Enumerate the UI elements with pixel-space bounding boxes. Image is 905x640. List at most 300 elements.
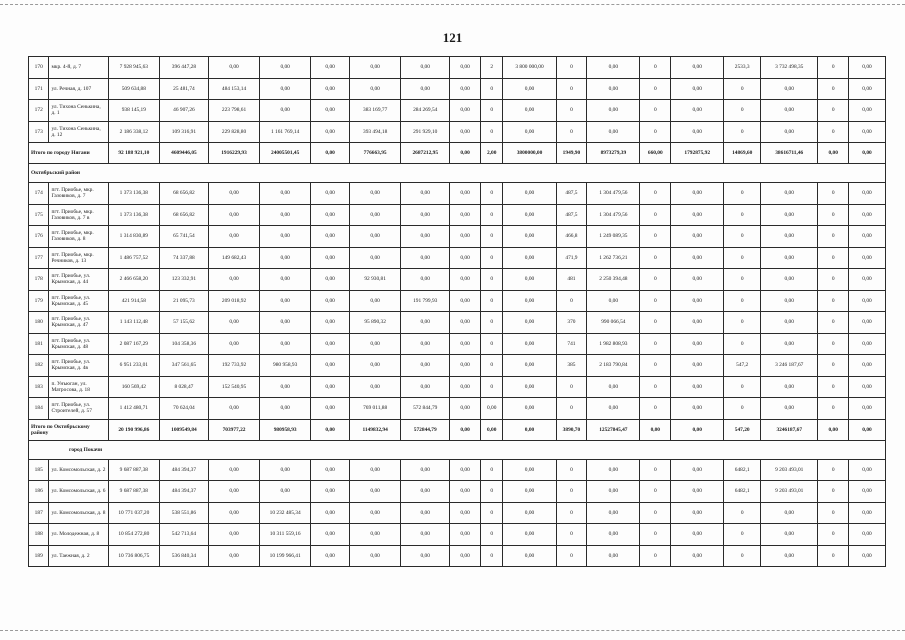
- row-value: 3 246 187,67: [761, 355, 818, 377]
- row-value: 25 481,74: [159, 78, 208, 100]
- row-value: 0,00: [503, 312, 556, 334]
- row-number: 171: [29, 78, 49, 100]
- subtotal-value: 0,00: [311, 419, 350, 440]
- row-address: пгт. Приобье, ул. Крымская, д. 48: [49, 333, 108, 355]
- row-value: 0,00: [671, 312, 724, 334]
- row-value: 0,00: [671, 376, 724, 398]
- row-value: 0: [480, 78, 502, 100]
- row-value: 0,00: [260, 290, 311, 312]
- row-value: 0,00: [587, 290, 640, 312]
- row-value: 0,00: [401, 355, 450, 377]
- row-number: 172: [29, 100, 49, 122]
- row-value: 487,5: [556, 204, 587, 226]
- row-value: 0: [818, 459, 849, 481]
- row-number: 183: [29, 376, 49, 398]
- row-value: 0,00: [671, 398, 724, 420]
- row-value: 0: [480, 100, 502, 122]
- subtotal-value: 38616711,46: [761, 143, 818, 164]
- row-value: 68 656,82: [159, 204, 208, 226]
- row-value: 0,00: [849, 269, 886, 291]
- row-value: 0,00: [450, 226, 481, 248]
- row-value: 1 412 480,71: [108, 398, 159, 420]
- row-value: 0,00: [311, 398, 350, 420]
- row-value: 0,00: [671, 333, 724, 355]
- row-value: 0,00: [208, 459, 259, 481]
- row-value: 0,00: [208, 481, 259, 503]
- row-value: 2 466 658,20: [108, 269, 159, 291]
- row-value: 0: [480, 481, 502, 503]
- row-value: 0: [556, 78, 587, 100]
- row-value: 0,00: [350, 481, 401, 503]
- row-value: 0: [724, 100, 761, 122]
- page-number: 121: [442, 30, 463, 45]
- row-value: 0,00: [208, 545, 259, 567]
- row-number: 181: [29, 333, 49, 355]
- row-value: 0,00: [350, 204, 401, 226]
- row-value: 0: [724, 226, 761, 248]
- subtotal-value: 980958,93: [260, 419, 311, 440]
- row-value: 0: [640, 290, 671, 312]
- row-value: 0,00: [503, 355, 556, 377]
- row-value: 0,00: [503, 247, 556, 269]
- subtotal-value: 0,00: [818, 143, 849, 164]
- row-value: 0,00: [260, 100, 311, 122]
- row-value: 0,00: [311, 502, 350, 524]
- subtotal-value: 547,20: [724, 419, 761, 440]
- subtotal-value: 660,00: [640, 143, 671, 164]
- row-value: 0: [640, 57, 671, 79]
- row-value: 0,00: [450, 376, 481, 398]
- row-value: 0,00: [761, 545, 818, 567]
- row-value: 0: [480, 333, 502, 355]
- row-address: пгт. Приобье, мкр. Газовиков, д. 7: [49, 183, 108, 205]
- row-value: 0: [640, 481, 671, 503]
- row-value: 1 982 808,93: [587, 333, 640, 355]
- row-value: 0,00: [587, 398, 640, 420]
- row-value: 0,00: [503, 376, 556, 398]
- row-value: 484 394,37: [159, 459, 208, 481]
- row-address: пгт. Приобье, ул. Строителей, д. 57: [49, 398, 108, 420]
- row-number: 177: [29, 247, 49, 269]
- row-number: 185: [29, 459, 49, 481]
- row-value: 0: [818, 100, 849, 122]
- row-value: 0,00: [671, 269, 724, 291]
- row-value: 0,00: [503, 269, 556, 291]
- row-value: 2 186 338,12: [108, 121, 159, 143]
- row-value: 0: [724, 333, 761, 355]
- row-value: 0,00: [671, 290, 724, 312]
- row-value: 6 951 233,01: [108, 355, 159, 377]
- row-value: 0: [480, 459, 502, 481]
- row-value: 0,00: [587, 524, 640, 546]
- row-value: 21 095,73: [159, 290, 208, 312]
- row-value: 149 682,43: [208, 247, 259, 269]
- row-value: 65 741,54: [159, 226, 208, 248]
- row-value: 0,00: [503, 183, 556, 205]
- row-value: 2: [480, 57, 502, 79]
- row-value: 0,00: [260, 398, 311, 420]
- row-value: 0,00: [260, 481, 311, 503]
- row-value: 0,00: [450, 78, 481, 100]
- row-value: 1 373 136,38: [108, 204, 159, 226]
- row-value: 0,00: [260, 204, 311, 226]
- row-value: 0,00: [503, 524, 556, 546]
- row-value: 0,00: [401, 78, 450, 100]
- row-value: 0: [640, 459, 671, 481]
- row-value: 2 250 394,48: [587, 269, 640, 291]
- table-row: [29, 333, 886, 355]
- row-value: 0: [724, 545, 761, 567]
- row-value: 0,00: [761, 290, 818, 312]
- row-value: 0,00: [450, 183, 481, 205]
- row-value: 0,00: [401, 204, 450, 226]
- row-value: 10 771 037,20: [108, 502, 159, 524]
- row-value: 0,00: [350, 524, 401, 546]
- table-row: [29, 376, 886, 398]
- subtotal-value: 572844,79: [401, 419, 450, 440]
- row-value: 0,00: [849, 312, 886, 334]
- row-value: 0,00: [503, 121, 556, 143]
- row-value: 1 314 830,89: [108, 226, 159, 248]
- subtotal-value: 14869,60: [724, 143, 761, 164]
- row-value: 10 854 272,80: [108, 524, 159, 546]
- row-value: 0,00: [671, 204, 724, 226]
- row-value: 0: [556, 376, 587, 398]
- row-value: 0,00: [350, 502, 401, 524]
- row-value: 160 569,42: [108, 376, 159, 398]
- row-address: ул. Комсомольская, д. 6: [49, 481, 108, 503]
- row-value: 0,00: [450, 524, 481, 546]
- row-value: 484 394,37: [159, 481, 208, 503]
- row-value: 0,00: [849, 376, 886, 398]
- row-value: 3 732 498,35: [761, 57, 818, 79]
- subtotal-value: 703977,22: [208, 419, 259, 440]
- row-address: пгт. Приобье, мкр. Газовиков, д. 8: [49, 226, 108, 248]
- row-value: 0,00: [311, 333, 350, 355]
- table-row: [29, 459, 886, 481]
- row-value: 95 890,32: [350, 312, 401, 334]
- row-value: 0,00: [761, 78, 818, 100]
- row-value: 0,00: [311, 226, 350, 248]
- section-heading: Октябрьский район: [29, 164, 886, 183]
- row-value: 0,00: [350, 57, 401, 79]
- row-number: 173: [29, 121, 49, 143]
- row-value: 0,00: [849, 502, 886, 524]
- row-value: 0: [556, 121, 587, 143]
- subtotal-label: Итого по городу Нягани: [29, 143, 109, 164]
- row-value: 0,00: [849, 355, 886, 377]
- bottom-dashed-border: [0, 630, 905, 631]
- row-value: 0,00: [503, 226, 556, 248]
- row-number: 182: [29, 355, 49, 377]
- subtotal-value: 3246187,67: [761, 419, 818, 440]
- row-value: 0,00: [849, 290, 886, 312]
- row-value: 0,00: [450, 247, 481, 269]
- row-value: 0,00: [208, 57, 259, 79]
- row-value: 0,00: [208, 312, 259, 334]
- row-value: 0,00: [761, 204, 818, 226]
- row-value: 0,00: [401, 481, 450, 503]
- row-value: 0,00: [480, 398, 502, 420]
- row-value: 7 928 945,63: [108, 57, 159, 79]
- row-number: 189: [29, 545, 49, 567]
- row-value: 0: [724, 376, 761, 398]
- section-heading-row: [29, 164, 886, 183]
- row-value: 1 373 136,38: [108, 183, 159, 205]
- subtotal-value: 20 190 996,86: [108, 419, 159, 440]
- subtotal-value: 0,00: [503, 419, 556, 440]
- row-value: 0,00: [450, 312, 481, 334]
- row-address: пгт. Приобье, ул. Крымская, д. 4в: [49, 355, 108, 377]
- row-value: 0: [480, 355, 502, 377]
- row-value: 0,00: [761, 333, 818, 355]
- row-value: 0: [640, 524, 671, 546]
- row-value: 0: [480, 226, 502, 248]
- row-number: 186: [29, 481, 49, 503]
- row-value: 0: [724, 269, 761, 291]
- row-value: 0: [818, 502, 849, 524]
- subtotal-value: 2,00: [480, 143, 502, 164]
- row-value: 9 203 493,01: [761, 481, 818, 503]
- row-value: 990 066,54: [587, 312, 640, 334]
- row-value: 291 929,10: [401, 121, 450, 143]
- row-value: 123 332,91: [159, 269, 208, 291]
- row-value: 0,00: [450, 502, 481, 524]
- row-value: 0,00: [208, 524, 259, 546]
- row-value: 0,00: [450, 269, 481, 291]
- row-value: 0: [818, 57, 849, 79]
- row-value: 0,00: [311, 57, 350, 79]
- row-value: 9 687 887,38: [108, 459, 159, 481]
- row-value: 471,9: [556, 247, 587, 269]
- subtotal-value: 12527845,47: [587, 419, 640, 440]
- row-address: ул. Комсомольская, д. 2: [49, 459, 108, 481]
- row-value: 0: [640, 398, 671, 420]
- row-value: 0: [480, 524, 502, 546]
- row-value: 0: [556, 459, 587, 481]
- row-value: 0: [556, 481, 587, 503]
- row-value: 0,00: [671, 247, 724, 269]
- row-value: 0,00: [260, 459, 311, 481]
- row-address: ул. Таежная, д. 2: [49, 545, 108, 567]
- row-address: п. Унъюган, ул. Матросова, д. 18: [49, 376, 108, 398]
- table-row: [29, 524, 886, 546]
- row-value: 0: [480, 545, 502, 567]
- row-value: 0,00: [761, 121, 818, 143]
- row-value: 487,5: [556, 183, 587, 205]
- row-value: 0: [640, 545, 671, 567]
- subtotal-value: 0,00: [849, 143, 886, 164]
- row-value: 0,00: [503, 398, 556, 420]
- row-value: 0,00: [311, 524, 350, 546]
- row-value: 0: [724, 312, 761, 334]
- row-value: 0: [818, 183, 849, 205]
- row-value: 0: [640, 78, 671, 100]
- row-value: 396 447,28: [159, 57, 208, 79]
- row-value: 0: [818, 524, 849, 546]
- row-value: 0,00: [401, 524, 450, 546]
- row-value: 0: [480, 247, 502, 269]
- subtotal-row: [29, 419, 886, 440]
- row-value: 0,00: [260, 269, 311, 291]
- row-value: 0,00: [450, 121, 481, 143]
- row-value: 0,00: [450, 355, 481, 377]
- row-value: 0,00: [311, 545, 350, 567]
- section-heading-row: [29, 440, 886, 459]
- subtotal-value: 1009549,84: [159, 419, 208, 440]
- row-value: 223 798,61: [208, 100, 259, 122]
- table-row: [29, 226, 886, 248]
- row-value: 0,00: [260, 376, 311, 398]
- row-value: 0: [640, 121, 671, 143]
- row-value: 0,00: [450, 204, 481, 226]
- row-value: 0,00: [350, 290, 401, 312]
- row-value: 0,00: [849, 524, 886, 546]
- row-value: 0,00: [503, 290, 556, 312]
- subtotal-value: 0,00: [640, 419, 671, 440]
- row-value: 3 800 000,00: [503, 57, 556, 79]
- row-value: 0: [818, 312, 849, 334]
- row-value: 0,00: [503, 502, 556, 524]
- row-value: 0: [724, 78, 761, 100]
- row-value: 92 930,81: [350, 269, 401, 291]
- row-value: 0,00: [401, 459, 450, 481]
- row-value: 0,00: [350, 226, 401, 248]
- row-value: 0: [724, 290, 761, 312]
- row-value: 57 155,62: [159, 312, 208, 334]
- subtotal-value: 0,00: [450, 419, 481, 440]
- row-value: 0: [640, 502, 671, 524]
- row-value: 0,00: [401, 376, 450, 398]
- row-value: 0,00: [849, 100, 886, 122]
- row-value: 938 145,19: [108, 100, 159, 122]
- row-value: 0,00: [849, 226, 886, 248]
- row-value: 0,00: [587, 545, 640, 567]
- row-value: 0,00: [208, 333, 259, 355]
- row-value: 0,00: [761, 398, 818, 420]
- row-value: 8 028,47: [159, 376, 208, 398]
- row-value: 0: [818, 290, 849, 312]
- row-value: 0,00: [350, 78, 401, 100]
- row-value: 46 907,26: [159, 100, 208, 122]
- row-value: 0,00: [671, 355, 724, 377]
- row-value: 0,00: [260, 226, 311, 248]
- row-value: 0,00: [260, 247, 311, 269]
- row-value: 0,00: [350, 376, 401, 398]
- table-row: [29, 481, 886, 503]
- row-value: 2 087 167,29: [108, 333, 159, 355]
- row-value: 370: [556, 312, 587, 334]
- subtotal-value: 8973279,39: [587, 143, 640, 164]
- row-value: 0,00: [350, 247, 401, 269]
- row-value: 0,00: [311, 312, 350, 334]
- row-value: 0,00: [671, 502, 724, 524]
- row-value: 0,00: [208, 183, 259, 205]
- row-value: 0,00: [671, 459, 724, 481]
- row-value: 229 828,80: [208, 121, 259, 143]
- row-value: 0,00: [761, 100, 818, 122]
- table-row: [29, 545, 886, 567]
- row-address: пгт. Приобье, ул. Крымская, д. 44: [49, 269, 108, 291]
- row-value: 509 634,88: [108, 78, 159, 100]
- table-row: [29, 204, 886, 226]
- row-number: 187: [29, 502, 49, 524]
- row-value: 0,00: [503, 204, 556, 226]
- table-row: [29, 100, 886, 122]
- row-value: 769 011,88: [350, 398, 401, 420]
- row-value: 741: [556, 333, 587, 355]
- row-value: 0: [640, 183, 671, 205]
- row-value: 0,00: [401, 269, 450, 291]
- row-value: 0,00: [450, 100, 481, 122]
- row-value: 0: [640, 204, 671, 226]
- row-value: 0,00: [401, 333, 450, 355]
- row-address: мкр. 4-й, д. 7: [49, 57, 108, 79]
- subtotal-value: 1149832,94: [350, 419, 401, 440]
- row-value: 0,00: [350, 545, 401, 567]
- row-value: 0: [724, 204, 761, 226]
- row-value: 0,00: [311, 290, 350, 312]
- row-value: 2 183 790,84: [587, 355, 640, 377]
- row-value: 0,00: [311, 183, 350, 205]
- row-value: 10 736 806,75: [108, 545, 159, 567]
- row-value: 0,00: [671, 226, 724, 248]
- subtotal-value: 2687212,95: [401, 143, 450, 164]
- row-value: 0,00: [450, 290, 481, 312]
- row-value: 6482,1: [724, 459, 761, 481]
- row-value: 0,00: [208, 204, 259, 226]
- table-row: [29, 398, 886, 420]
- row-value: 2533,3: [724, 57, 761, 79]
- row-value: 0: [480, 376, 502, 398]
- table-row: [29, 312, 886, 334]
- row-value: 0,00: [503, 481, 556, 503]
- row-value: 0: [818, 78, 849, 100]
- row-value: 0,00: [260, 78, 311, 100]
- row-number: 178: [29, 269, 49, 291]
- row-value: 109 316,91: [159, 121, 208, 143]
- row-value: 0,00: [311, 459, 350, 481]
- row-value: 547,2: [724, 355, 761, 377]
- row-value: 0,00: [350, 459, 401, 481]
- row-value: 0,00: [671, 57, 724, 79]
- row-number: 176: [29, 226, 49, 248]
- row-value: 0,00: [671, 481, 724, 503]
- subtotal-value: 92 188 921,10: [108, 143, 159, 164]
- row-value: 481: [556, 269, 587, 291]
- row-value: 0,00: [260, 312, 311, 334]
- row-value: 0,00: [401, 226, 450, 248]
- row-value: 0,00: [311, 100, 350, 122]
- row-number: 180: [29, 312, 49, 334]
- top-dashed-border: [0, 4, 905, 5]
- row-value: 0,00: [849, 121, 886, 143]
- table-row: [29, 269, 886, 291]
- row-value: 0,00: [587, 459, 640, 481]
- row-value: 0,00: [401, 247, 450, 269]
- row-value: 0: [640, 100, 671, 122]
- row-value: 0: [480, 269, 502, 291]
- row-value: 538 551,86: [159, 502, 208, 524]
- row-value: 383 169,77: [350, 100, 401, 122]
- row-value: 0: [724, 398, 761, 420]
- row-value: 0,00: [401, 57, 450, 79]
- row-value: 0: [556, 502, 587, 524]
- row-value: 209 018,92: [208, 290, 259, 312]
- row-value: 0: [724, 247, 761, 269]
- row-value: 10 232 485,34: [260, 502, 311, 524]
- row-value: 0,00: [311, 269, 350, 291]
